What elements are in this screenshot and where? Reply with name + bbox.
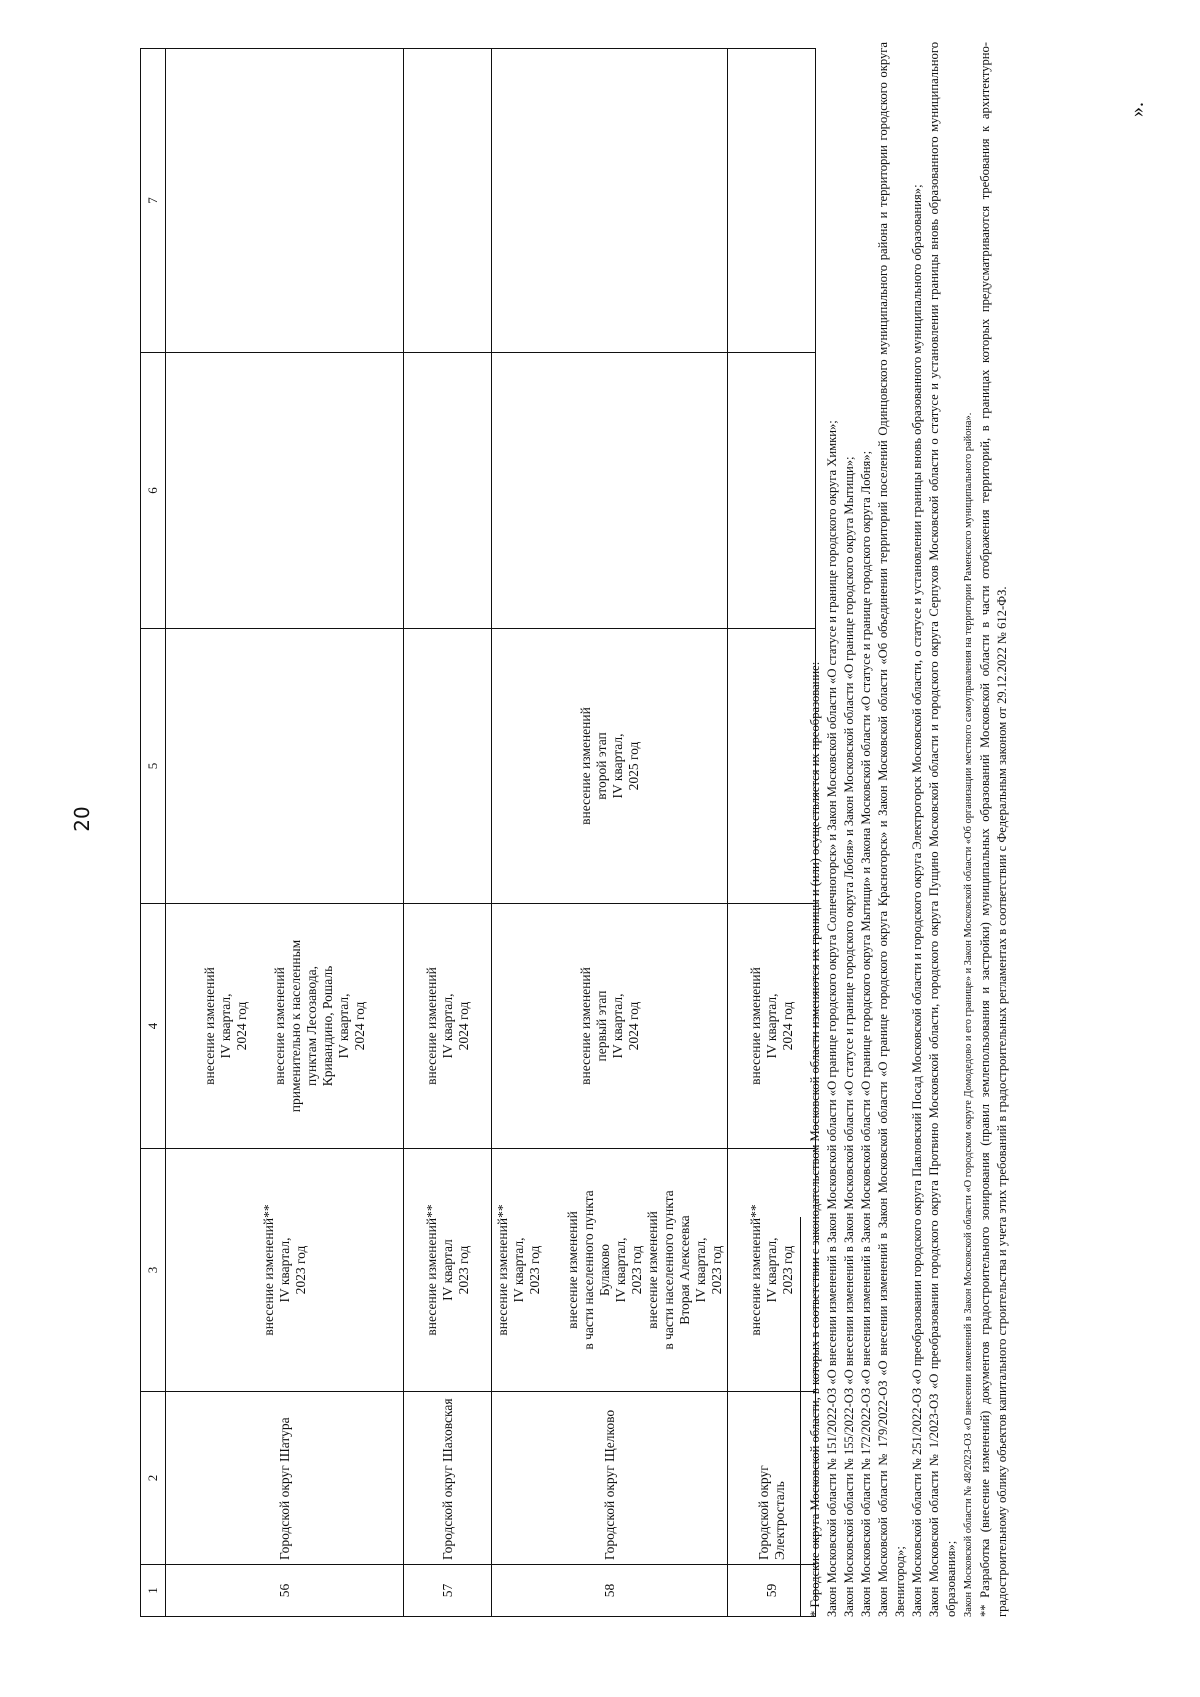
cell-line: Булаково — [596, 1244, 612, 1296]
cell-line: 2023 год — [628, 1245, 644, 1295]
cell-line: внесение изменений** — [494, 1204, 510, 1336]
cell-line: внесение изменений — [201, 967, 217, 1085]
cell-line: IV квартал, — [510, 1237, 526, 1303]
cell-line: первый этап — [593, 990, 609, 1062]
footnote-paragraph: Закон Московской области № 251/2022-ОЗ «О преобразовании городского округа Павловский Посад Московской области и городского округа Электрогорск Московской области, о статусе и установлении границы вновь образованного муниципального образования»; — [910, 184, 924, 1617]
header-cell: 1 — [141, 1565, 166, 1617]
cell-line: внесение изменений** — [423, 1204, 439, 1336]
footnote-paragraph: ** Разработка (внесение изменений) документов градостроительного зонирования (правил землепользования и застройки) муниципальных образований Московской области в части отображения территорий, в границах которых предусматриваются требования к архитектурно-градостроительному облику объектов капитального строительства и учета этих требований в градостроительных регламентах в соответствии с Федеральным законом от 29.12.2022 № 612-ФЗ. — [978, 42, 1009, 1617]
cell-line: внесение изменений — [577, 707, 593, 825]
cell-line: IV квартал, — [763, 1237, 779, 1303]
cell-line: в части населенного пункта — [660, 1190, 676, 1350]
cell-line: 2024 год — [351, 1001, 367, 1051]
cell-line: IV квартал, — [217, 993, 233, 1059]
cell-line: 2023 год — [455, 1245, 471, 1295]
cell-line: IV квартал, — [609, 993, 625, 1059]
cell-line: внесение изменений — [747, 967, 763, 1085]
footnote-paragraph: Закон Московской области № 151/2022-ОЗ «О внесении изменений в Закон Московской области «О границе городского округа Солнечногорск» и Закон Московской области «О статусе и границе городского округа Химки»; — [825, 420, 839, 1617]
cell-line: 2024 год — [779, 1001, 795, 1051]
footnote-list — [807, 42, 1011, 1617]
cell-line: внесение изменений — [577, 967, 593, 1085]
cell-line: внесение изменений — [271, 967, 287, 1085]
cell-line: внесение изменений — [423, 967, 439, 1085]
cell-line: 2023 год — [708, 1245, 724, 1295]
cell-line: Вторая Алексеевка — [676, 1215, 692, 1325]
cell-line: пунктам Лесозавода, — [303, 966, 319, 1086]
schedule-cell-c6 — [166, 353, 404, 629]
footnote-paragraph: Закон Московской области № 1/2023-ОЗ «О преобразовании городского округа Протвино Московской области, городского округа Пущино Московской области и городского округа Серпухов Московской области о статусе и установлении границы вновь образованного муниципального образования»; — [927, 42, 958, 1617]
cell-line: Кривандино, Рошаль — [319, 965, 335, 1087]
cell-line: 2024 год — [455, 1001, 471, 1051]
cell-line: внесение изменений — [644, 1211, 660, 1329]
cell-line: внесение изменений** — [747, 1204, 763, 1336]
cell-line: IV квартал, — [692, 1237, 708, 1303]
cell-line: IV квартал, — [335, 993, 351, 1059]
cell-line — [250, 908, 272, 1144]
cell-line: IV квартал, — [439, 993, 455, 1059]
page-number: 20 — [70, 806, 94, 832]
table-row — [166, 49, 404, 1617]
cell-line: IV квартал, — [609, 733, 625, 799]
cell-line: внесение изменений** — [260, 1204, 276, 1336]
cell-line: 2023 год — [292, 1245, 308, 1295]
footnote-separator — [800, 1217, 801, 1617]
schedule-cell-c6 — [404, 353, 492, 629]
header-cell: 6 — [141, 353, 166, 629]
table-header-row — [141, 49, 166, 1617]
cell-line: внесение изменений — [564, 1211, 580, 1329]
schedule-cell-c7 — [404, 49, 492, 353]
header-cell: 4 — [141, 904, 166, 1149]
header-cell: 7 — [141, 49, 166, 353]
footnote-paragraph: * Городские округа Московской области, в которых в соответствии с законодательством Московской области изменяются их границы и (или) осуществляется их преобразование: — [808, 661, 822, 1617]
footnote-paragraph: Закон Московской области № 179/2022-ОЗ «О внесении изменений в Закон Московской области «О границе городского округа Красногорск» и Закон Московской области «Об объединении территорий поселений Одинцовского муниципального района и территории городского округа Звенигород»; — [876, 42, 907, 1617]
municipality-cell: Городской округ Щелково — [492, 1392, 728, 1565]
schedule-cell-c5 — [404, 629, 492, 904]
row-number-cell: 58 — [492, 1565, 728, 1617]
row-number-cell: 56 — [166, 1565, 404, 1617]
cell-line: 2025 год — [625, 741, 641, 791]
cell-line: 2023 год — [526, 1245, 542, 1295]
plan-table — [140, 48, 816, 1617]
table-row — [404, 49, 492, 1617]
header-cell: 5 — [141, 629, 166, 904]
header-cell: 2 — [141, 1392, 166, 1565]
municipality-cell: Городской округ Шатура — [166, 1392, 404, 1565]
cell-line: второй этап — [593, 732, 609, 800]
schedule-cell-c5 — [492, 629, 728, 904]
cell-line: применительно к населенным — [287, 939, 303, 1113]
cell-line: IV квартал, — [763, 993, 779, 1059]
row-number-cell: 59 — [728, 1565, 816, 1617]
schedule-cell-c3 — [404, 1149, 492, 1392]
cell-line: IV квартал — [439, 1239, 455, 1301]
cell-line: 2024 год — [233, 1001, 249, 1051]
cell-line: IV квартал, — [276, 1237, 292, 1303]
schedule-cell-c4 — [492, 904, 728, 1149]
cell-line: в части населенного пункта — [580, 1190, 596, 1350]
cell-line: 2023 год — [779, 1245, 795, 1295]
footnote-paragraph: Закон Московской области № 172/2022-ОЗ «О внесении изменений в Закон Московской области «О границе городского округа Мытищи» и Закона Московской области «О статусе и границе городского округа Лобня»; — [859, 450, 873, 1617]
footnote-paragraph: Закон Московской области № 48/2023-ОЗ «О внесении изменений в Закон Московской области «О городском округе Домодедово и его границе» и Закон Московской области «Об организации местного самоуправления на территории Раменского муниципального района». — [963, 412, 974, 1617]
row-number-cell: 57 — [404, 1565, 492, 1617]
header-cell: 3 — [141, 1149, 166, 1392]
schedule-cell-c3 — [166, 1149, 404, 1392]
table-body — [141, 49, 816, 1617]
municipality-cell: Городской округ Электросталь — [728, 1392, 816, 1565]
table-row — [492, 49, 728, 1617]
schedule-cell-c4 — [404, 904, 492, 1149]
cell-line: 2024 год — [625, 1001, 641, 1051]
closing-quote: ». — [1126, 102, 1148, 117]
schedule-cell-c7 — [492, 49, 728, 353]
cell-line: IV квартал, — [612, 1237, 628, 1303]
schedule-cell-c6 — [492, 353, 728, 629]
schedule-cell-c4 — [166, 904, 404, 1149]
cell-line — [543, 1153, 565, 1387]
schedule-cell-c5 — [166, 629, 404, 904]
footnotes — [800, 42, 1011, 1617]
municipality-cell: Городской округ Шаховская — [404, 1392, 492, 1565]
footnote-paragraph: Закон Московской области № 155/2022-ОЗ «О внесении изменений в Закон Московской области «О статусе и границе городского округа Лобня» и Закон Московской области «О границе городского округа Мытищи»; — [842, 456, 856, 1617]
schedule-cell-c3 — [492, 1149, 728, 1392]
schedule-cell-c7 — [166, 49, 404, 353]
